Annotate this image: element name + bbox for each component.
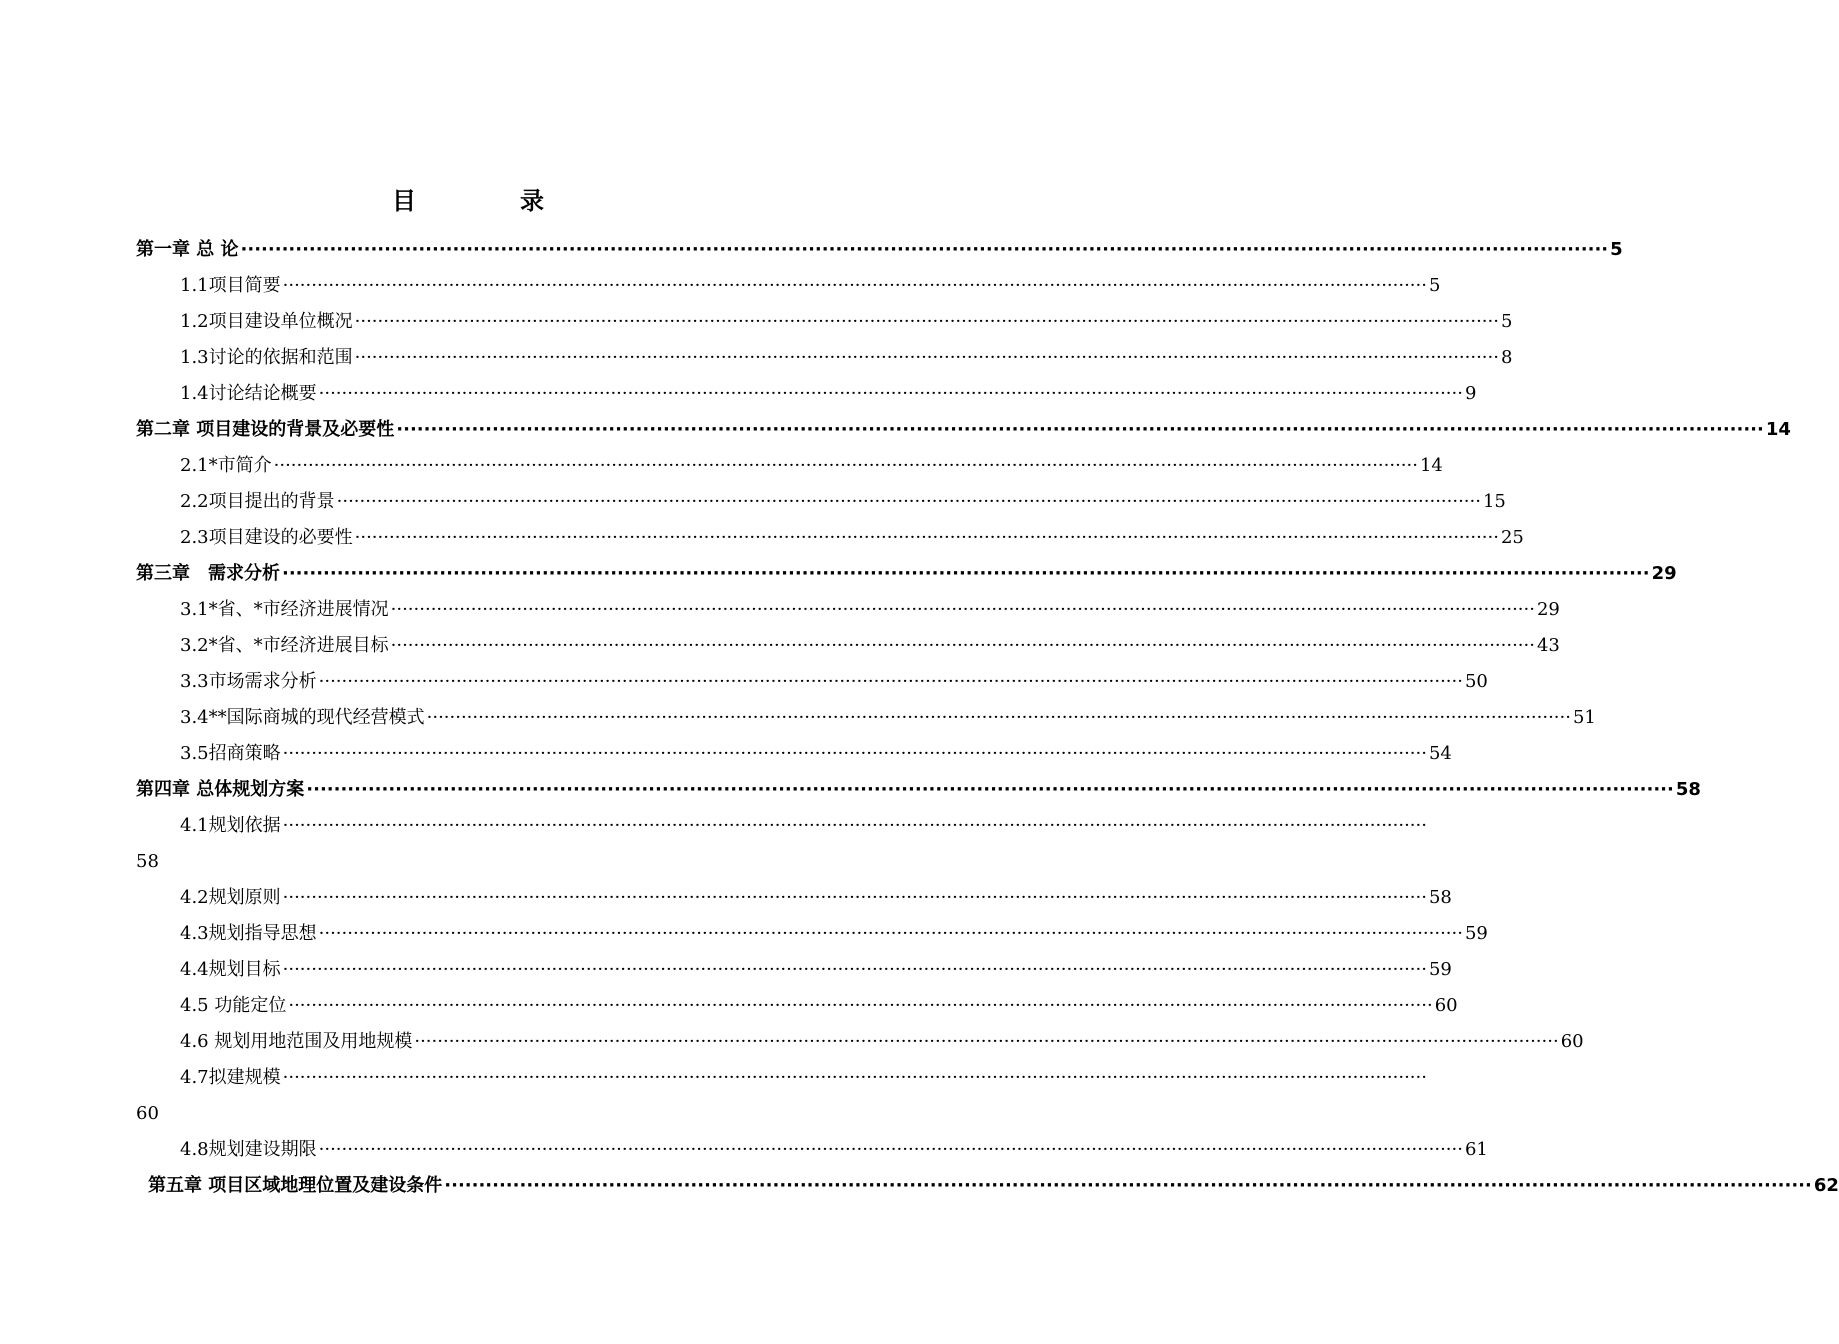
toc-entry-page: 5 bbox=[1610, 239, 1623, 260]
toc-entry-page: 62 bbox=[1813, 1175, 1839, 1196]
dot-leader: ········································································································································································································ bbox=[282, 275, 1427, 296]
toc-entry-page: 14 bbox=[1765, 419, 1791, 440]
toc-entry-3-1[interactable] bbox=[180, 592, 1560, 628]
toc-entry-page: 60 bbox=[1434, 995, 1458, 1016]
dot-leader: ········································································································································································································ bbox=[336, 491, 1481, 512]
toc-entry-4-7[interactable] bbox=[180, 1060, 1427, 1096]
toc-entry-4-1[interactable] bbox=[180, 808, 1427, 844]
toc-entry-chapter-1[interactable] bbox=[136, 232, 1623, 268]
toc-entry-page: 59 bbox=[1428, 959, 1452, 980]
toc-entry-4-8[interactable] bbox=[180, 1132, 1488, 1168]
toc-entry-label: 4.8规划建设期限 bbox=[180, 1139, 317, 1160]
dot-leader: ········································································································································································································ bbox=[318, 1139, 1463, 1160]
dot-leader: ········································································································································································································ bbox=[240, 239, 1609, 260]
toc-entry-label: 第四章 总体规划方案 bbox=[136, 779, 305, 800]
toc-entry-page: 9 bbox=[1464, 383, 1477, 404]
dot-leader: ········································································································································································································ bbox=[306, 779, 1674, 800]
toc-entry-page: 58 bbox=[1428, 887, 1452, 908]
toc-entry-label: 3.3市场需求分析 bbox=[180, 671, 317, 692]
dot-leader: ········································································································································································································ bbox=[444, 1175, 1812, 1196]
toc-entry-page: 60 bbox=[1560, 1031, 1584, 1052]
dot-leader: ········································································································································································································ bbox=[318, 383, 1463, 404]
toc-entry-3-3[interactable] bbox=[180, 664, 1488, 700]
toc-entry-label: 4.1规划依据 bbox=[180, 815, 281, 836]
toc-entry-page: 60 bbox=[136, 1103, 159, 1124]
toc-entry-page: 29 bbox=[1536, 599, 1560, 620]
dot-leader: ········································································································································································································ bbox=[282, 887, 1427, 908]
toc-entry-2-2[interactable] bbox=[180, 484, 1506, 520]
toc-entry-page: 29 bbox=[1651, 563, 1677, 584]
toc-entry-1-4[interactable] bbox=[180, 376, 1477, 412]
dot-leader: ········································································································································································································ bbox=[288, 995, 1433, 1016]
toc-entry-chapter-5[interactable] bbox=[148, 1168, 1839, 1204]
toc-entry-label: 3.1*省、*市经济进展情况 bbox=[180, 599, 389, 620]
dot-leader: ········································································································································································································ bbox=[282, 959, 1427, 980]
toc-entry-4-3[interactable] bbox=[180, 916, 1488, 952]
dot-leader: ········································································································································································································ bbox=[282, 743, 1427, 764]
toc-entry-page: 5 bbox=[1428, 275, 1441, 296]
toc-entry-2-3[interactable] bbox=[180, 520, 1524, 556]
toc-entry-label: 2.3项目建设的必要性 bbox=[180, 527, 353, 548]
dot-leader: ········································································································································································································ bbox=[282, 815, 1427, 836]
toc-entry-2-1[interactable] bbox=[180, 448, 1443, 484]
toc-entry-label: 1.2项目建设单位概况 bbox=[180, 311, 353, 332]
toc-entry-label: 2.1*市简介 bbox=[180, 455, 272, 476]
toc-entry-4-6[interactable] bbox=[180, 1024, 1584, 1060]
toc-entry-3-2[interactable] bbox=[180, 628, 1560, 664]
toc-entry-page: 61 bbox=[1464, 1139, 1488, 1160]
toc-entry-label: 2.2项目提出的背景 bbox=[180, 491, 335, 512]
toc-entry-chapter-2[interactable] bbox=[136, 412, 1791, 448]
toc-entry-page: 14 bbox=[1419, 455, 1443, 476]
toc-entry-page: 8 bbox=[1500, 347, 1513, 368]
toc-entry-page: 15 bbox=[1482, 491, 1506, 512]
toc-entry-1-3[interactable] bbox=[180, 340, 1513, 376]
toc-entry-page: 51 bbox=[1572, 707, 1596, 728]
toc-entry-label: 4.5 功能定位 bbox=[180, 995, 287, 1016]
toc-entry-label: 1.4讨论结论概要 bbox=[180, 383, 317, 404]
toc-entry-1-2[interactable] bbox=[180, 304, 1513, 340]
toc-entry-page: 58 bbox=[1675, 779, 1701, 800]
dot-leader: ········································································································································································································ bbox=[354, 527, 1499, 548]
dot-leader: ········································································································································································································ bbox=[273, 455, 1418, 476]
toc-entry-4-5[interactable] bbox=[180, 988, 1458, 1024]
toc-entry-page: 5 bbox=[1500, 311, 1513, 332]
toc-entry-chapter-4[interactable] bbox=[136, 772, 1701, 808]
toc-entry-label: 4.4规划目标 bbox=[180, 959, 281, 980]
dot-leader: ········································································································································································································ bbox=[282, 1067, 1427, 1088]
dot-leader: ········································································································································································································ bbox=[354, 347, 1499, 368]
dot-leader: ········································································································································································································ bbox=[396, 419, 1764, 440]
toc-entry-label: 第二章 项目建设的背景及必要性 bbox=[136, 419, 395, 440]
toc-entry-label: 第三章 需求分析 bbox=[136, 563, 280, 584]
toc-entry-page: 50 bbox=[1464, 671, 1488, 692]
toc-entry-label: 4.2规划原则 bbox=[180, 887, 281, 908]
toc-entry-4-2[interactable] bbox=[180, 880, 1452, 916]
toc-entry-label: 1.3讨论的依据和范围 bbox=[180, 347, 353, 368]
dot-leader: ········································································································································································································ bbox=[318, 923, 1463, 944]
dot-leader: ········································································································································································································ bbox=[426, 707, 1571, 728]
toc-title: 目 录 bbox=[392, 187, 584, 215]
toc-entry-label: 第一章 总 论 bbox=[136, 239, 239, 260]
toc-entry-3-4[interactable] bbox=[180, 700, 1596, 736]
toc-entry-label: 3.4**国际商城的现代经营模式 bbox=[180, 707, 425, 728]
toc-entry-page: 54 bbox=[1428, 743, 1452, 764]
toc-entry-label: 3.5招商策略 bbox=[180, 743, 281, 764]
dot-leader: ········································································································································································································ bbox=[390, 635, 1535, 656]
toc-entry-label: 第五章 项目区域地理位置及建设条件 bbox=[148, 1175, 443, 1196]
toc-entry-page: 59 bbox=[1464, 923, 1488, 944]
toc-entry-3-5[interactable] bbox=[180, 736, 1452, 772]
toc-entry-1-1[interactable] bbox=[180, 268, 1441, 304]
toc-entry-page: 58 bbox=[136, 851, 159, 872]
toc-entry-page: 43 bbox=[1536, 635, 1560, 656]
dot-leader: ········································································································································································································ bbox=[354, 311, 1499, 332]
toc-entry-label: 4.7拟建规模 bbox=[180, 1067, 281, 1088]
dot-leader: ········································································································································································································ bbox=[318, 671, 1463, 692]
toc-entry-label: 4.3规划指导思想 bbox=[180, 923, 317, 944]
toc-entry-page: 25 bbox=[1500, 527, 1524, 548]
toc-entry-label: 1.1项目简要 bbox=[180, 275, 281, 296]
dot-leader: ········································································································································································································ bbox=[414, 1031, 1559, 1052]
toc-entry-label: 3.2*省、*市经济进展目标 bbox=[180, 635, 389, 656]
dot-leader: ········································································································································································································ bbox=[282, 563, 1650, 584]
toc-entry-4-4[interactable] bbox=[180, 952, 1452, 988]
dot-leader: ········································································································································································································ bbox=[390, 599, 1535, 620]
toc-entry-label: 4.6 规划用地范围及用地规模 bbox=[180, 1031, 413, 1052]
toc-entry-chapter-3[interactable] bbox=[136, 556, 1677, 592]
